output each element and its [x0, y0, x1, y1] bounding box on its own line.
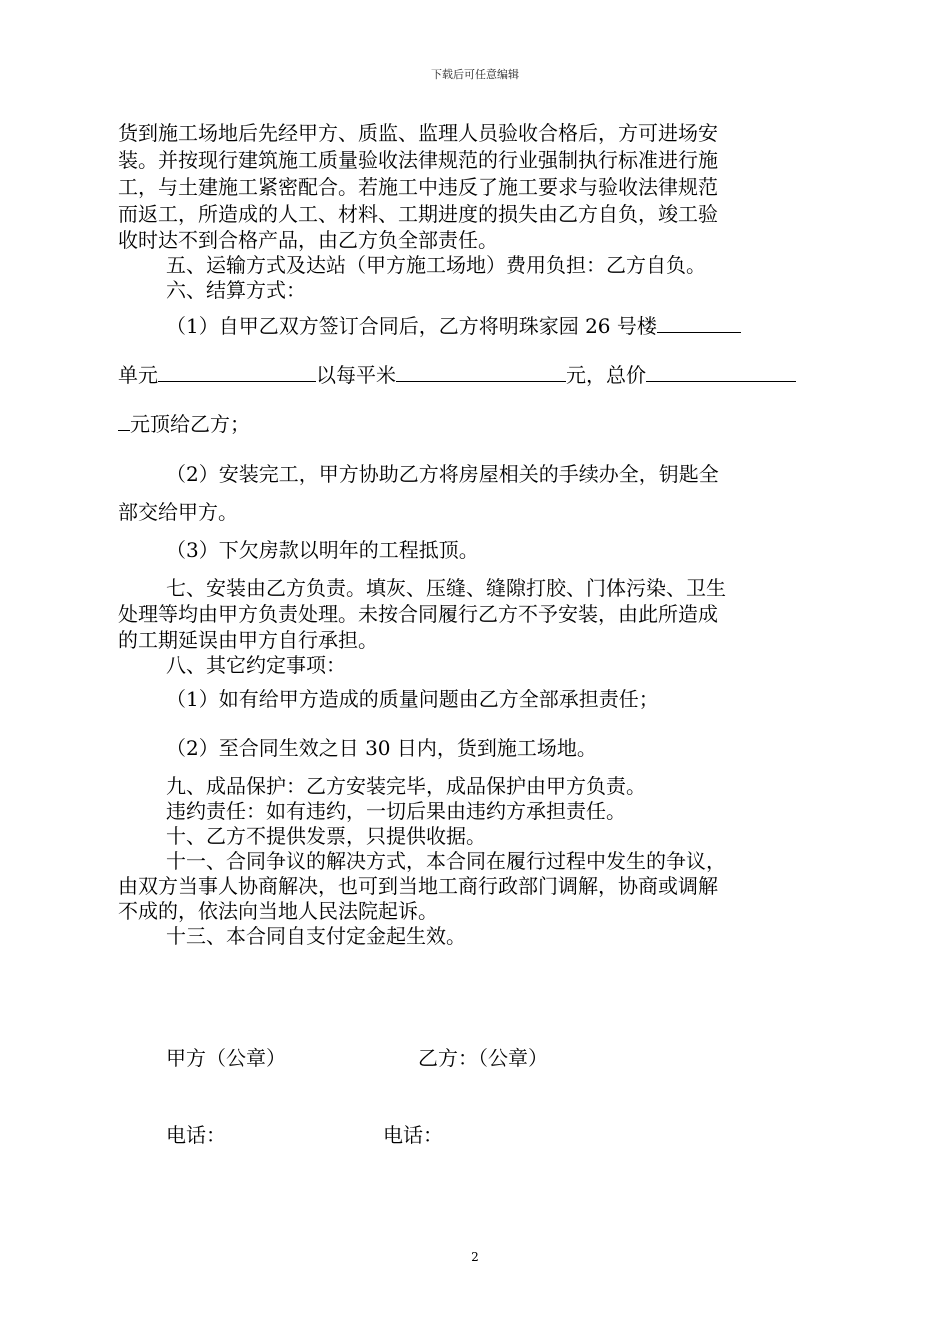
- clause-11-line: 十一、合同争议的解决方式，本合同在履行过程中发生的争议，: [166, 849, 726, 873]
- clause-10: 十、乙方不提供发票，只提供收据。: [166, 824, 486, 848]
- clause-13: 十三、本合同自支付定金起生效。: [166, 924, 466, 948]
- clause-7-line: 处理等均由甲方负责处理。未按合同履行乙方不予安装，由此所造成: [118, 602, 718, 626]
- blank-total-price: [646, 363, 796, 382]
- clause-11-line: 不成的，依法向当地人民法院起诉。: [118, 899, 438, 923]
- paragraph-line: 货到施工场地后先经甲方、质监、监理人员验收合格后，方可进场安: [118, 121, 718, 145]
- blank-building-unit: [657, 314, 741, 333]
- clause-5: 五、运输方式及达站（甲方施工场地）费用负担：乙方自负。: [166, 253, 706, 277]
- paragraph-line: 而返工，所造成的人工、材料、工期进度的损失由乙方自负，竣工验: [118, 202, 718, 226]
- clause-9: 九、成品保护：乙方安装完毕，成品保护由甲方负责。: [166, 774, 646, 798]
- page-header: 下载后可任意编辑: [431, 68, 519, 81]
- settlement-item-1-end: 元顶给乙方；: [130, 412, 250, 436]
- clause-7-line: 七、安装由乙方负责。填灰、压缝、缝隙打胶、门体污染、卫生: [166, 576, 726, 600]
- total-label: 元，总价: [566, 363, 646, 387]
- clause-7-line: 的工期延误由甲方自行承担。: [118, 628, 378, 652]
- agreement-item-1: （1）如有给甲方造成的质量问题由乙方全部承担责任；: [166, 687, 659, 711]
- unit-label: 单元: [118, 363, 158, 387]
- clause-8-heading: 八、其它约定事项：: [166, 653, 346, 677]
- settlement-item-2-line-2: 部交给甲方。: [118, 500, 238, 524]
- settlement-item-1-line-3: [118, 412, 250, 436]
- settlement-item-3: （3）下欠房款以明年的工程抵顶。: [166, 538, 479, 562]
- paragraph-line: 收时达不到合格产品，由乙方负全部责任。: [118, 228, 498, 252]
- clause-6-heading: 六、结算方式：: [166, 278, 306, 302]
- agreement-item-2: （2）至合同生效之日 30 日内，货到施工场地。: [166, 736, 597, 760]
- paragraph-line: 装。并按现行建筑施工质量验收法律规范的行业强制执行标准进行施: [118, 148, 718, 172]
- settlement-item-1-line-2: [118, 363, 796, 387]
- paragraph-line: 工，与土建施工紧密配合。若施工中违反了施工要求与验收法律规范: [118, 175, 718, 199]
- party-a-seal-label: 甲方（公章）: [166, 1046, 286, 1070]
- party-b-phone-label: 电话：: [383, 1123, 443, 1147]
- breach-clause: 违约责任：如有违约，一切后果由违约方承担责任。: [166, 799, 626, 823]
- clause-11-line: 由双方当事人协商解决，也可到当地工商行政部门调解，协商或调解: [118, 874, 718, 898]
- settlement-item-1-line-1: [166, 314, 741, 338]
- party-a-phone-label: 电话：: [166, 1123, 226, 1147]
- settlement-item-1-text: （1）自甲乙双方签订合同后，乙方将明珠家园 26 号楼: [166, 314, 657, 338]
- per-sqm-label: 以每平米: [316, 363, 396, 387]
- blank-unit: [158, 363, 316, 382]
- settlement-item-2-line-1: （2）安装完工，甲方协助乙方将房屋相关的手续办全，钥匙全: [166, 462, 719, 486]
- blank-total-price-cont: [118, 412, 130, 431]
- page-number: 2: [471, 1250, 479, 1264]
- party-b-seal-label: 乙方：（公章）: [418, 1046, 548, 1070]
- blank-price-per-sqm: [396, 363, 566, 382]
